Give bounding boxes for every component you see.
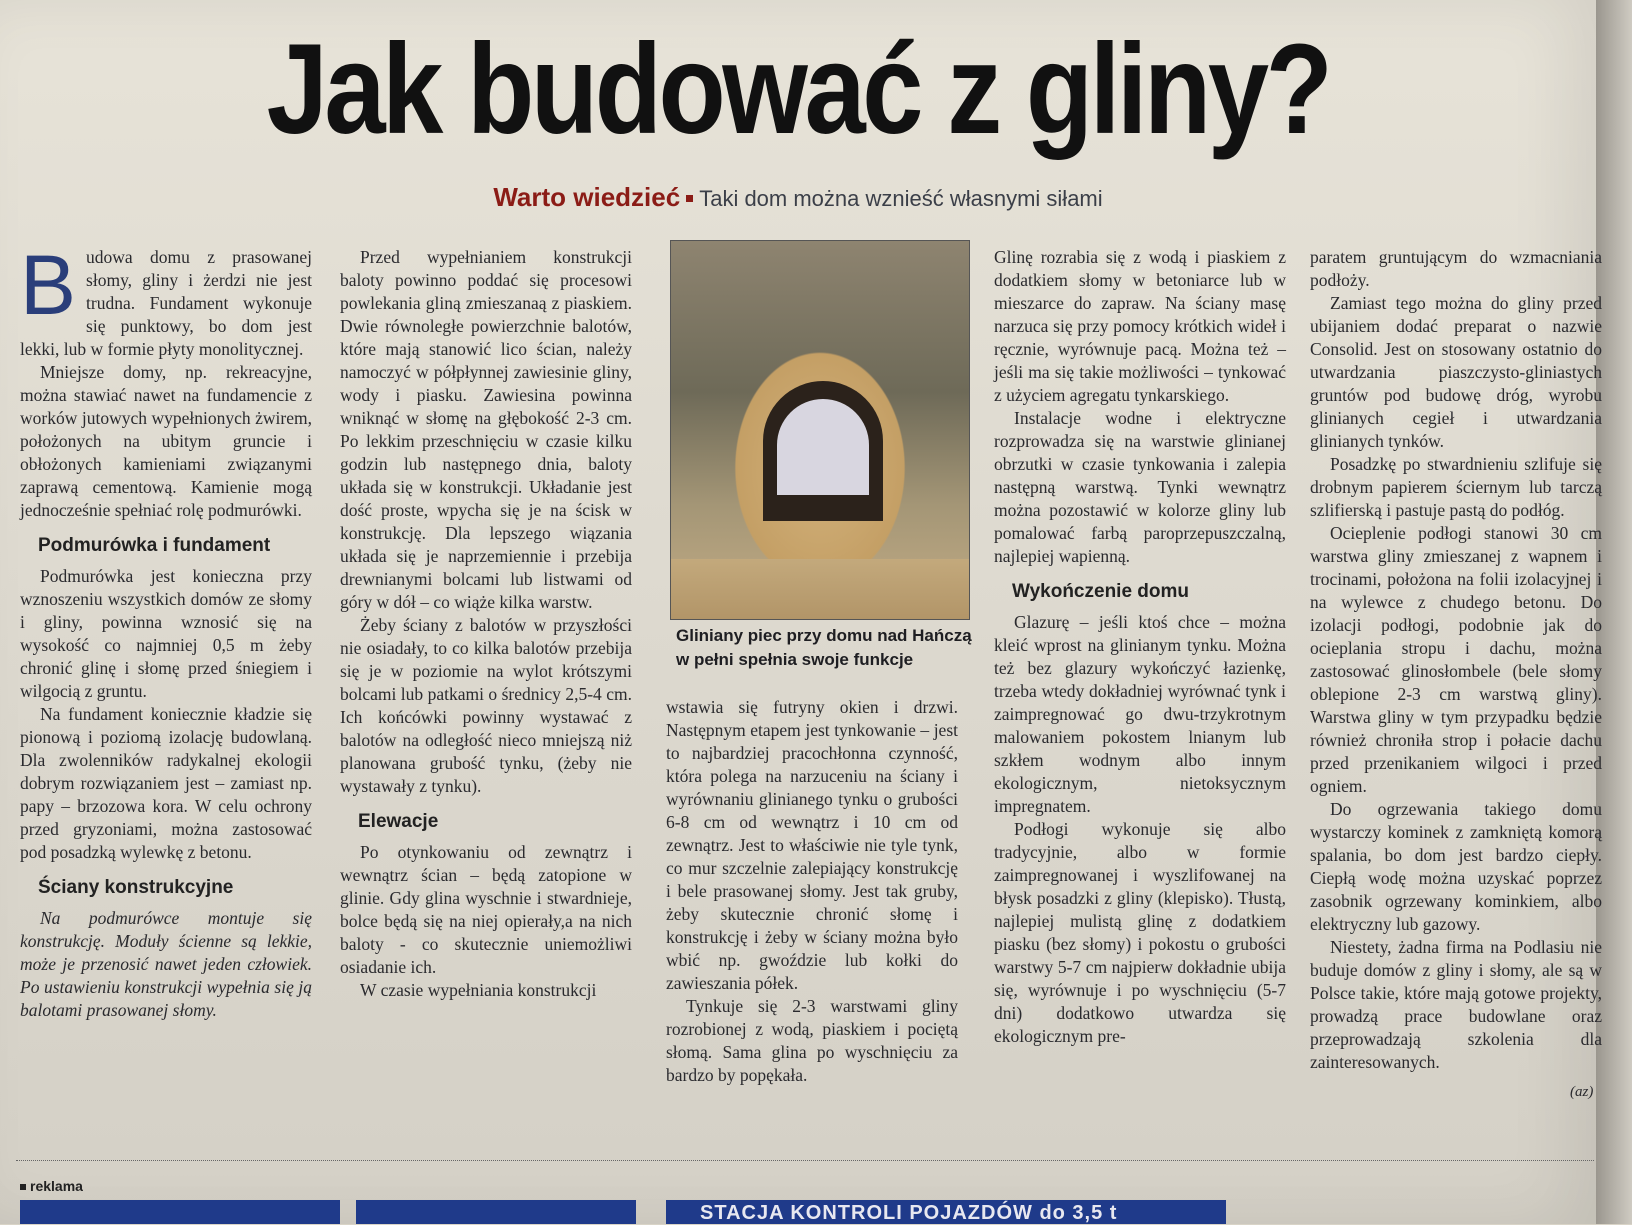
paragraph: Tynkuje się 2-3 warstwami gliny rozrobionej z wodą, piaskiem i pociętą słomą. Sama glina po wyschnięciu za bardzo by popękała. — [666, 996, 958, 1085]
paragraph: Mniejsze domy, np. rekreacyjne, można stawiać nawet na fundamencie z worków jutowych wypełnionych żwirem, położonych na ubitym gruncie i obłożonych kamieniami związanymi zaprawą cementową. Kamienie mogą jednocześnie spełniać rolę podmurówki. — [20, 362, 312, 520]
drop-cap: B — [20, 238, 77, 332]
paragraph: Niestety, żadna firma na Podlasiu nie buduje domów z gliny i słomy, ale są w Polsce takie, które mają gotowe projekty, prowadzą prace budowlane oraz przeprowadzają szkolenia dla zainteresowanych. — [1310, 937, 1602, 1072]
subhead — [0, 182, 1596, 213]
section-heading: Ściany konstrukcyjne — [38, 877, 234, 898]
paragraph: W czasie wypełniania konstrukcji — [360, 980, 597, 1000]
paragraph-text: udowa domu z prasowanej słomy, gliny i żerdzi nie jest trudna. Fundament wykonuje się punktowy, bo dom jest lekki, lub w formie płyty monolitycznej. — [20, 247, 312, 359]
paragraph: Żeby ściany z balotów w przyszłości nie osiadały, to co kilka balotów przebija się je w poziomie na wylot krótszymi bolcami lub patkami o średnicy 2,5-4 cm. Ich końcówki powinny wystawać z balotów na odległość nieco mniejszą niż planowana grubość tynku, (żeby nie wystawały z tynku). — [340, 615, 632, 796]
paragraph: Podłogi wykonuje się albo tradycyjnie, albo w formie zaimpregnowanej i wyszlifowanej na błysk posadzki z gliny (klepisko). Tłustą, najlepiej mulistą glinę z dodatkiem piasku (bez słomy) i pokostu o grubości warstwy 5-7 cm najpierw dokładnie ubija się, wyrównuje i po wyschnięciu (5-7 dni) dodatkowo utwardza się ekologicznym pre- — [994, 819, 1286, 1046]
article-column-5 — [1310, 246, 1602, 1074]
article-column-4 — [994, 246, 1286, 1048]
photo-caption: Gliniany piec przy domu nad Hańczą w pełni spełnia swoje funkcje — [676, 626, 972, 669]
paragraph: Na fundament koniecznie kładzie się pionową i poziomą izolację budowlaną. Dla zwolenników radykalnej ekologii dobrym rozwiązaniem jest – zamiast np. papy – brzozowa kora. W celu ochrony przed gryzoniami, można zastosować pod posadzką wylewkę z betonu. — [20, 704, 312, 862]
subhead-tagline: Taki dom można wznieść własnymi siłami — [699, 186, 1103, 211]
bullet-square-icon — [686, 195, 693, 202]
article-column-1 — [20, 238, 312, 1022]
paragraph: Glinę rozrabia się z wodą i piaskiem z dodatkiem słomy w betoniarce lub w mieszarce do zapraw. Na ściany masę narzuca się przy pomocy krótkich wideł i ręcznie, wyrównuje pacą. Można też – jeśli ma się takie możliwości – tynkować z użyciem agregatu tynkarskiego. — [994, 247, 1286, 405]
ad-text: STACJA KONTROLI POJAZDÓW do 3,5 t — [700, 1202, 1118, 1224]
ad-band — [356, 1200, 636, 1224]
paragraph: Instalacje wodne i elektryczne rozprowadza się na warstwie glinianej obrzutki w czasie tynkowania i zalepia następną warstwą. Tynki wewnątrz można pozostawić w kolorze gliny lub pomalować farbą paroprzepuszczalną, najlepiej wapienną. — [994, 408, 1286, 566]
paragraph: Posadzkę po stwardnieniu szlifuje się drobnym papierem ściernym lub tarczą szlifierską i pastuje pastą do podłóg. — [1310, 454, 1602, 520]
photo-ground — [671, 559, 969, 619]
bullet-square-icon — [20, 1184, 26, 1190]
paragraph: Podmurówka jest konieczna przy wznoszeniu wszystkich domów ze słomy i gliny, powinna wznosić się na wysokość co najmniej 0,5 m żeby chronić glinę i słomę przed śniegiem i wilgocią z gruntu. — [20, 566, 312, 701]
section-heading: Wykończenie domu — [1012, 581, 1190, 602]
section-heading: Podmurówka i fundament — [38, 535, 271, 556]
footer-divider — [16, 1160, 1594, 1161]
paragraph: Zamiast tego można do gliny przed ubijaniem dodać preparat o nazwie Consolid. Jest on stosowany ostatnio do utwardzania piaszczysto-gliniastych gruntów pod budowę dróg, wyrobu glinianych cegieł i utwardzania glinianych tynków. — [1310, 293, 1602, 451]
paragraph: Do ogrzewania takiego domu wystarczy kominek z zamkniętą komorą spalania, bo dom jest bardzo ciepły. Ciepłą wodę można uzyskać poprzez zasobnik ogrzewany kominkiem, albo elektryczny lub gazowy. — [1310, 799, 1602, 934]
ad-band — [20, 1200, 340, 1224]
paragraph: wstawia się futryny okien i drzwi. Następnym etapem jest tynkowanie – jest to najbardziej pracochłonna czynność, która polega na narzuceniu na ściany i wyrównaniu glinianego tynku o grubości 6-8 cm od wewnątrz i 10 cm od zewnątrz. Jest to właściwie nie tyle tynk, co mur szczelnie zalepiający konstrukcję i bele prasowanej słomy. Jest tak gruby, żeby skutecznie chronić słomę i konstrukcję i żeby w ściany można było wbić np. gwoździe lub kołki do zawieszania półek. — [666, 697, 958, 993]
oven-photo — [670, 240, 970, 620]
subhead-kicker: Warto wiedzieć — [493, 182, 681, 212]
headline: Jak budować z gliny? — [266, 18, 1330, 161]
article-column-2 — [340, 246, 632, 1002]
paragraph: Przed wypełnianiem konstrukcji baloty powinno poddać się procesowi powlekania gliną zmieszanaą z piaskiem. Dwie równoległe powierzchnie balotów, które mają stanowić lico ścian, należy namoczyć w półpłynnej zawiesinie gliny, wody i piasku. Zawiesina powinna wniknąć w słomę na głębokość 2-3 cm. Po lekkim przeschnięciu w czasie kilku godzin lub następnego dnia, baloty układa się w konstrukcji. Układanie jest dość proste, wpycha się je na ścisk w konstrukcję. Dla lepszego wiązania układa się je naprzemiennie i przebija drewnianymi bolcami lub listwami od góry w dół – co wiąże kilka warstw. — [340, 247, 632, 612]
paragraph — [20, 238, 312, 361]
paragraph: Glazurę – jeśli ktoś chce – można kleić wprost na glinianym tynku. Można też bez glazury wykończyć łazienkę, trzeba wtedy dokładniej wyrównać tynk i zaimpregnować go dwu-trzykrotnym malowaniem pokostem lnianym lub szkłem wodnym albo innym ekologicznym, nietoksycznym impregnatem. — [994, 612, 1286, 816]
section-heading: Elewacje — [358, 811, 439, 832]
article-column-3 — [666, 696, 958, 1087]
ad-label — [20, 1178, 83, 1194]
paragraph: Na podmurówce montuje się konstrukcję. Moduły ścienne są lekkie, może je przenosić nawet jeden człowiek. Po ustawieniu konstrukcji wypełnia się ją balotami prasowanej słomy. — [20, 908, 312, 1020]
paragraph: Ocieplenie podłogi stanowi 30 cm warstwa gliny zmieszanej z wapnem i trocinami, położona na folii izolacyjnej i na wylewce z chudego betonu. Do izolacji podłogi, podobnie jak do ocieplania stropu i dachu, można zastosować glinosłombele (bele słomy oblepione 2-3 cm warstwą gliny). Warstwa gliny w tym przypadku będzie również chroniła strop i połacie dachu przed przenikaniem wilgoci i przed ogniem. — [1310, 523, 1602, 796]
oven-opening — [777, 399, 869, 495]
paragraph: paratem gruntującym do wzmacniania podłoży. — [1310, 247, 1602, 290]
paragraph: Po otynkowaniu od zewnątrz i wewnątrz ścian – będą zatopione w glinie. Gdy glina wyschnie i stwardnieje, bolce będą się na niej opierały,a na nich baloty - co skutecznie uniemożliwi osiadanie ich. — [340, 842, 632, 977]
author-signature: (az) — [1570, 1084, 1594, 1100]
ad-label-text: reklama — [30, 1178, 83, 1194]
